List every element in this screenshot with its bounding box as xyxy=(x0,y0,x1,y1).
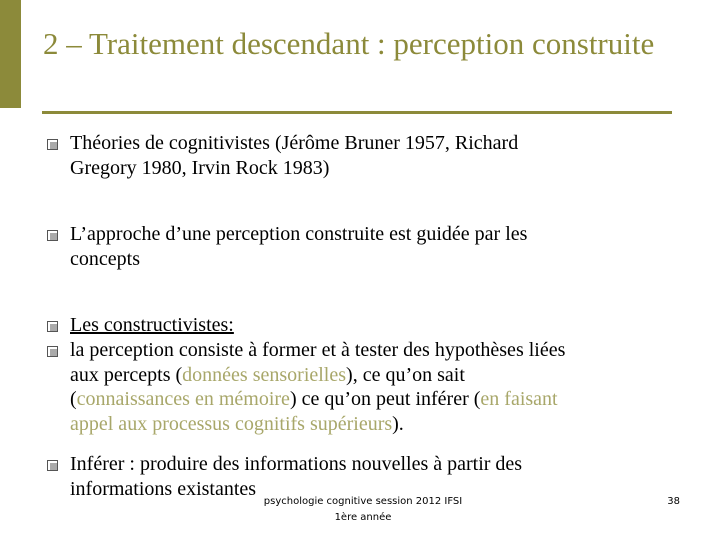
checkbox-bullet-icon xyxy=(47,460,58,471)
highlighted-term: données sensorielles xyxy=(182,363,347,386)
checkbox-bullet-icon xyxy=(47,230,58,241)
slide-footer xyxy=(248,494,478,526)
text-segment: ). xyxy=(392,412,404,435)
bullet-line: informations existantes xyxy=(70,477,257,500)
bullet-line: L’approche d’une perception construite est guidée par les xyxy=(70,223,528,245)
bullet-line: Gregory 1980, Irvin Rock 1983) xyxy=(70,156,330,179)
text-segment: aux percepts ( xyxy=(70,363,183,386)
highlighted-term: connaissances en mémoire xyxy=(76,388,290,410)
page-number: 38 xyxy=(667,496,680,507)
bullet-line: concepts xyxy=(70,247,140,270)
checkbox-bullet-icon xyxy=(47,139,58,150)
bullet-line: Théories de cognitivistes (Jérôme Bruner 1957, Richard xyxy=(70,132,519,154)
text-segment: ) ce qu’on peut inférer ( xyxy=(289,388,481,410)
bullet-line xyxy=(70,412,670,437)
bullet-line xyxy=(70,363,670,388)
footer-line: psychologie cognitive session 2012 IFSI xyxy=(263,496,463,507)
highlighted-term: en faisant xyxy=(480,388,558,410)
checkbox-bullet-icon xyxy=(47,346,58,357)
highlighted-term: appel aux processus cognitifs supérieurs xyxy=(70,412,393,435)
bullet-heading: Les constructivistes: xyxy=(70,314,234,336)
checkbox-bullet-icon xyxy=(47,321,58,332)
text-segment: ( xyxy=(70,388,77,410)
bullet-line: la perception consiste à former et à tester des hypothèses liées xyxy=(70,339,566,361)
bullet-line: Inférer : produire des informations nouvelles à partir des xyxy=(70,453,523,475)
footer-line: 1ère année xyxy=(334,512,392,523)
text-segment: ), ce qu’on sait xyxy=(346,363,465,386)
slide-title: 2 – Traitement descendant : perception construite xyxy=(43,26,655,61)
bullet-line xyxy=(70,387,670,412)
